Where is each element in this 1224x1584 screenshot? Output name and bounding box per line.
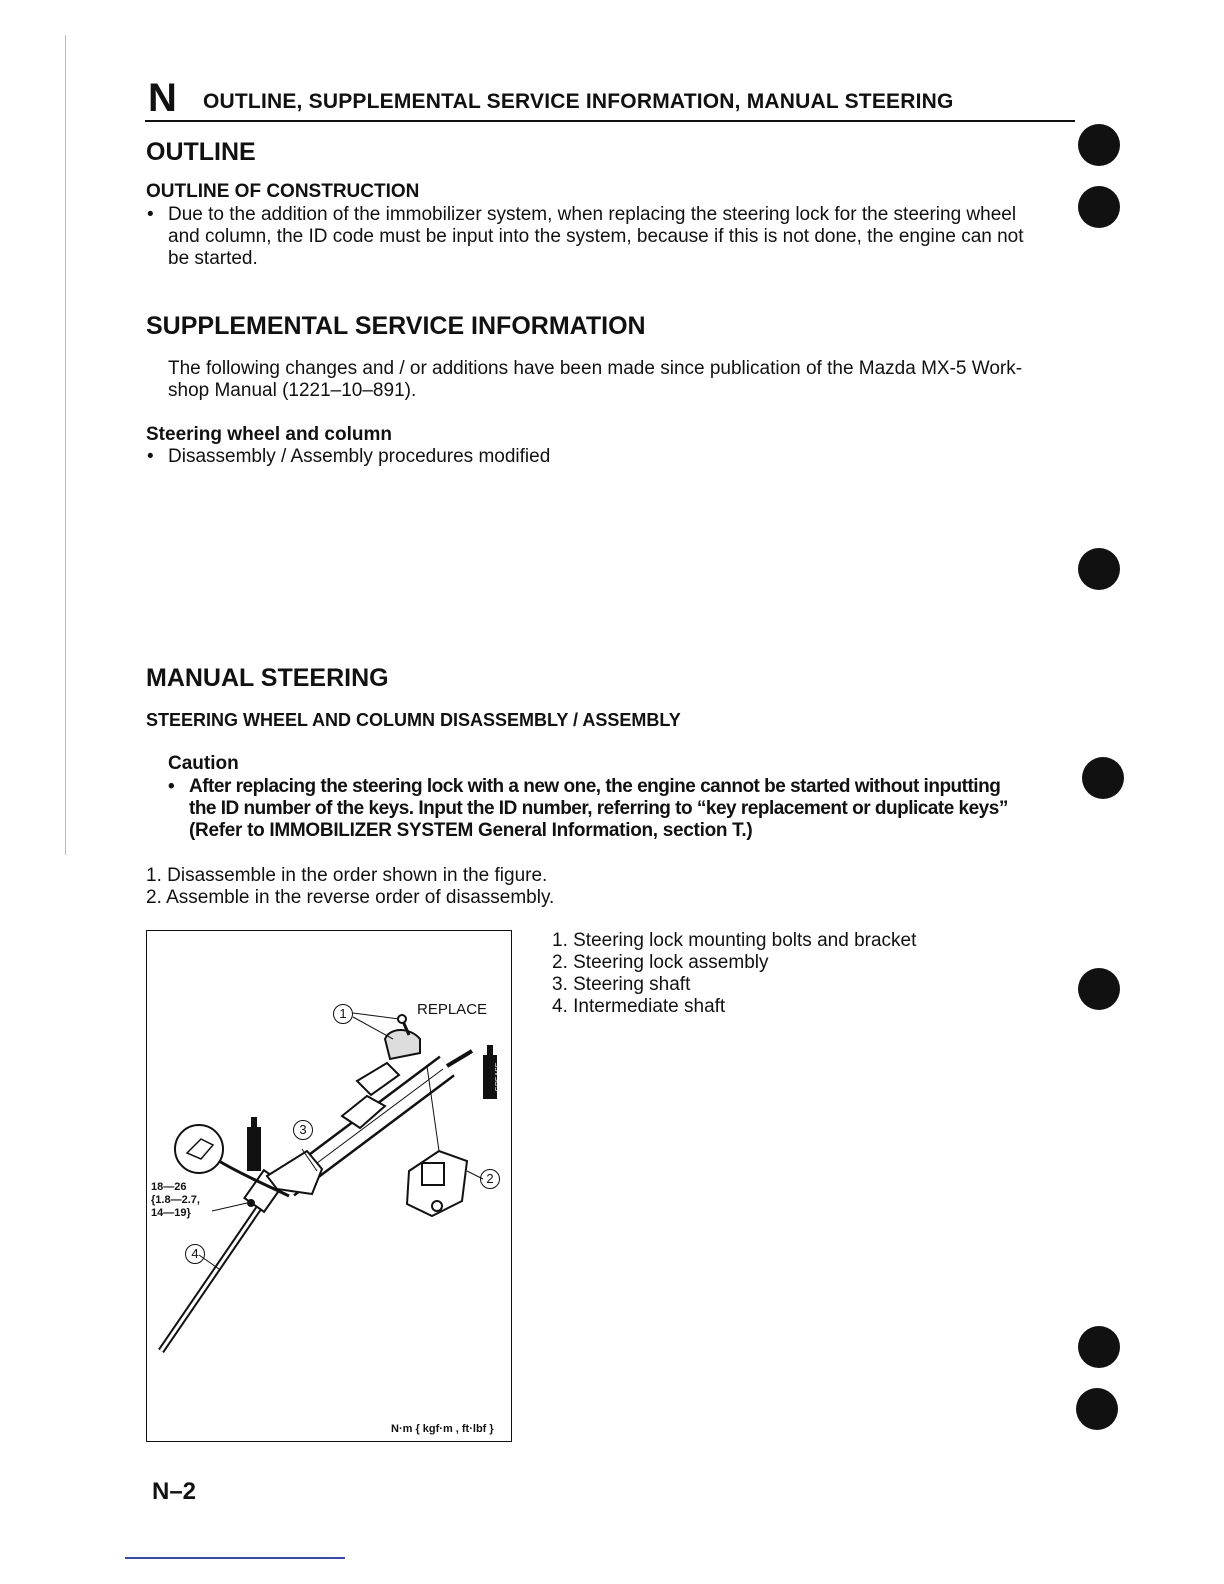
grease-label: GREASE: [495, 1062, 502, 1092]
callout-4: 4: [185, 1244, 205, 1264]
margin-line: [65, 35, 66, 855]
supplemental-para-line2: shop Manual (1221–10–891).: [168, 380, 417, 401]
outline-bullet-line2: and column, the ID code must be input into the system, because if this is not done, the engine can not: [168, 226, 1024, 247]
page-number: N–2: [152, 1478, 197, 1505]
torque-line1: 18—26: [151, 1181, 187, 1193]
supplemental-para-line1: The following changes and / or additions have been made since publication of the Mazda MX-5 Work-: [168, 358, 1023, 379]
outline-subheading: OUTLINE OF CONSTRUCTION: [146, 181, 420, 202]
step-2: 2. Assemble in the reverse order of disassembly.: [146, 887, 555, 908]
header-rule: [145, 120, 1075, 122]
manual-steering-heading: MANUAL STEERING: [146, 664, 389, 692]
torque-line2: {1.8—2.7,: [151, 1194, 200, 1206]
legend-item-3: 3. Steering shaft: [552, 974, 691, 995]
callout-1: 1: [333, 1004, 353, 1024]
section-letter: N: [148, 76, 177, 120]
replace-label: REPLACE: [417, 1001, 488, 1018]
callout-3: 3: [293, 1120, 313, 1140]
caution-line2: the ID number of the keys. Input the ID number, referring to “key replacement or duplicate keys”: [189, 798, 1008, 819]
supplemental-heading: SUPPLEMENTAL SERVICE INFORMATION: [146, 312, 646, 340]
legend-item-1: 1. Steering lock mounting bolts and bracket: [552, 930, 917, 951]
caution-line1: • After replacing the steering lock with a new one, the engine cannot be started without inputting: [189, 776, 1000, 798]
outline-bullet-line1: • Due to the addition of the immobilizer system, when replacing the steering lock for the steering wheel: [168, 204, 1016, 226]
binding-hole-mark: [1078, 548, 1120, 590]
binding-hole-mark: [1082, 757, 1124, 799]
caution-title: Caution: [168, 753, 239, 774]
legend-item-4: 4. Intermediate shaft: [552, 996, 726, 1017]
supplemental-bullet: • Disassembly / Assembly procedures modified: [168, 446, 550, 468]
figure-frame: [146, 930, 512, 1442]
binding-hole-mark: [1078, 968, 1120, 1010]
binding-hole-mark: [1078, 124, 1120, 166]
footer-line: [125, 1557, 345, 1559]
units-label: N·m { kgf·m , ft·lbf }: [391, 1423, 494, 1435]
binding-hole-mark: [1076, 1388, 1118, 1430]
binding-hole-mark: [1078, 186, 1120, 228]
step-1: 1. Disassemble in the order shown in the figure.: [146, 865, 548, 886]
caution-line3: (Refer to IMMOBILIZER SYSTEM General Information, section T.): [189, 820, 753, 841]
supplemental-subheading: Steering wheel and column: [146, 424, 392, 445]
legend-item-2: 2. Steering lock assembly: [552, 952, 769, 973]
page-title: OUTLINE, SUPPLEMENTAL SERVICE INFORMATION, MANUAL STEERING: [203, 90, 954, 113]
torque-line3: 14—19}: [151, 1207, 191, 1219]
callout-2: 2: [480, 1169, 500, 1189]
binding-hole-mark: [1078, 1326, 1120, 1368]
outline-heading: OUTLINE: [146, 138, 256, 166]
outline-bullet-line3: be started.: [168, 248, 258, 269]
manual-steering-subheading: STEERING WHEEL AND COLUMN DISASSEMBLY / ASSEMBLY: [146, 710, 681, 730]
